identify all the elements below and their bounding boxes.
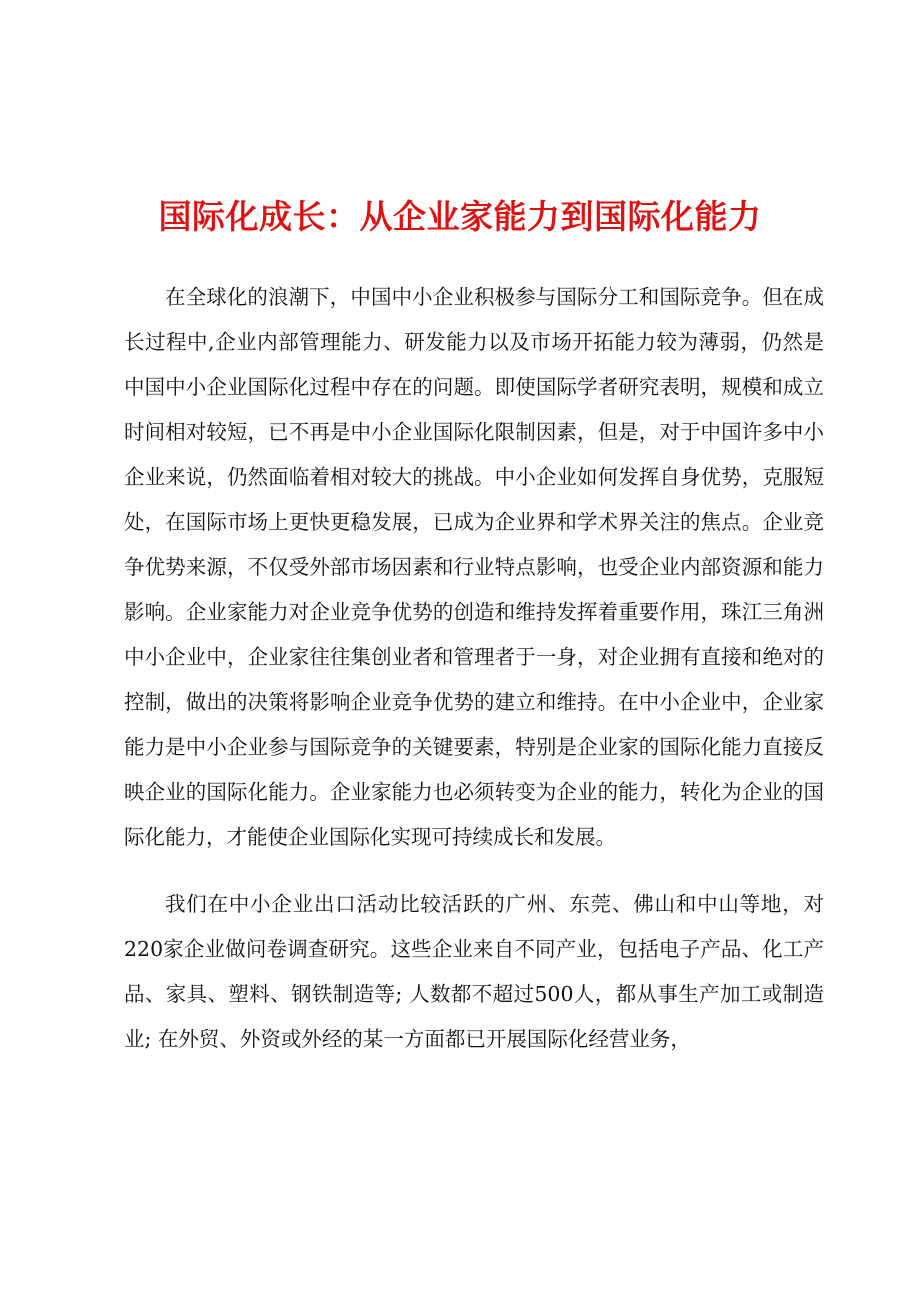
paragraph-1: 在全球化的浪潮下，中国中小企业积极参与国际分工和国际竞争。但在成长过程中,企业内部管理能力、研发能力以及市场开拓能力较为薄弱，仍然是中国中小企业国际化过程中存在的问题。即使国际学者研究表明，规模和成立时间相对较短，已不再是中小企业国际化限制因素，但是，对于中国许多中小企业来说，仍然面临着相对较大的挑战。中小企业如何发挥自身优势，克服短处，在国际市场上更快更稳发展，已成为企业界和学术界关注的焦点。企业竞争优势来源，不仅受外部市场因素和行业特点影响，也受企业内部资源和能力影响。企业家能力对企业竞争优势的创造和维持发挥着重要作用，珠江三角洲中小企业中，企业家往往集创业者和管理者于一身，对企业拥有直接和绝对的控制，做出的决策将影响企业竞争优势的建立和维持。在中小企业中，企业家能力是中小企业参与国际竞争的关键要素，特别是企业家的国际化能力直接反映企业的国际化能力。企业家能力也必须转变为企业的能力，转化为企业的国际化能力，才能使企业国际化实现可持续成长和发展。	[124, 285, 824, 849]
paragraph-2: 我们在中小企业出口活动比较活跃的广州、东莞、佛山和中山等地，对220家企业做问卷调查研究。这些企业来自不同产业，包括电子产品、化工产品、家具、塑料、钢铁制造等; 人数都不超过500人，都从事生产加工或制造业; 在外贸、外资或外经的某一方面都已开展国际化经营业务，	[124, 892, 824, 1051]
document-title: 国际化成长：从企业家能力到国际化能力	[158, 197, 762, 236]
document-body	[124, 275, 824, 1062]
